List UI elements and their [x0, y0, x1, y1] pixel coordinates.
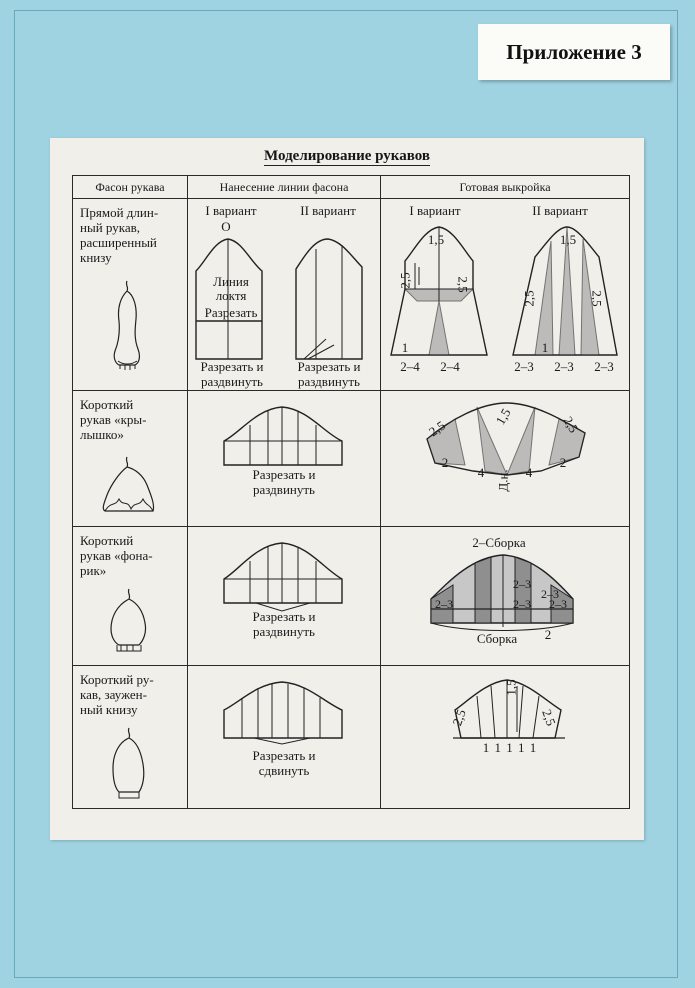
- elbow-line-label: Линия локтя: [213, 274, 249, 303]
- sleeve-sketch-wing: [99, 455, 159, 515]
- lantern-value: 2–3: [541, 587, 559, 601]
- p2-top-value: 1,5: [559, 232, 577, 247]
- narrow-action-label: Разрезать и сдвинуть: [252, 748, 316, 778]
- variant2-label: II вариант: [300, 203, 356, 218]
- document-sheet: [50, 138, 644, 840]
- row3-pattern-cell: [381, 527, 630, 666]
- table-title: [50, 148, 644, 165]
- cut-label: Разрезать: [204, 305, 258, 320]
- title-text: Моделирование рукавов: [264, 148, 430, 164]
- table-row: [73, 391, 630, 527]
- lantern-two-value: 2: [544, 627, 552, 642]
- style-line: расширенный: [80, 235, 157, 250]
- p1-bottom-value: 2–4: [440, 359, 460, 374]
- lantern-pattern-outline: [220, 539, 350, 619]
- wing-bottom-value: 2: [559, 455, 567, 470]
- wing-pattern-outline: [220, 403, 350, 473]
- row4-pattern-cell: [381, 666, 630, 809]
- narrow-pattern-outline: [220, 678, 350, 758]
- style-line: рик»: [80, 563, 107, 578]
- style-line: кав, заужен-: [80, 687, 147, 702]
- lantern-value: 2–3: [435, 597, 453, 611]
- style-line: Прямой длин-: [80, 205, 159, 220]
- lantern-value: 2–3: [513, 577, 531, 591]
- lantern-value: 2–3: [549, 597, 567, 611]
- wing-right-value: 2,5: [560, 413, 582, 436]
- row3-line-cell: [188, 527, 381, 666]
- style-line: рукав «кры-: [80, 412, 147, 427]
- sleeve-sketch-lantern: [103, 587, 153, 657]
- p1-bottom-value: 2–4: [400, 359, 420, 374]
- gather-bottom-label: Сборка: [476, 631, 518, 646]
- p2-bottom-value: 2–3: [554, 359, 574, 374]
- wing-top-value: 1,5: [492, 405, 514, 428]
- wing-dn-value: Д.н.: [495, 469, 511, 492]
- sleeve-sketch-narrow: [103, 724, 153, 804]
- pattern-variant2-label: II вариант: [532, 203, 588, 218]
- gather-top-label: 2–Сборка: [472, 535, 526, 550]
- narrow-bottom-values: 1 1 1 1 1: [482, 740, 538, 755]
- row1-line-cell: [188, 199, 381, 391]
- table-row: [73, 666, 630, 809]
- wing-bottom-value: 2: [441, 455, 449, 470]
- row4-line-cell: [188, 666, 381, 809]
- sleeve-sketch-long: [107, 277, 147, 377]
- style-line: рукав «фона-: [80, 548, 153, 563]
- row3-style-cell: [73, 527, 188, 666]
- row2-line-cell: [188, 391, 381, 527]
- p2-right-value: 2,5: [589, 290, 605, 307]
- table-row: [73, 199, 630, 391]
- action2-label: Разрезать и раздвинуть: [297, 359, 361, 389]
- wing-left-value: 2,5: [426, 417, 448, 440]
- header-row: [73, 176, 630, 199]
- style-line: Короткий: [80, 533, 134, 548]
- style-line: книзу: [80, 250, 112, 265]
- wing-bottom-value: 4: [525, 465, 533, 480]
- style-line: лышко»: [80, 427, 124, 442]
- row2-style-cell: [73, 391, 188, 527]
- p1-right-value: 2,5: [455, 276, 471, 293]
- header-line: Нанесение линии фасона: [188, 176, 381, 199]
- style-line: Короткий ру-: [80, 672, 154, 687]
- row2-pattern-cell: [381, 391, 630, 527]
- narrow-left-value: 2,5: [449, 707, 469, 728]
- p2-one-value: 1: [541, 340, 549, 355]
- header-pattern: Готовая выкройка: [381, 176, 630, 199]
- lantern-action-label: Разрезать и раздвинуть: [252, 609, 316, 639]
- lantern-value: 2–3: [513, 597, 531, 611]
- table-row: [73, 527, 630, 666]
- variant1-label: I вариант: [205, 203, 257, 218]
- header-style: Фасон рукава: [73, 176, 188, 199]
- p2-bottom-value: 2–3: [594, 359, 614, 374]
- point-o-label: О: [221, 219, 231, 234]
- style-line: ный книзу: [80, 702, 138, 717]
- style-line: ный рукав,: [80, 220, 141, 235]
- wing-action-label: Разрезать и раздвинуть: [252, 467, 316, 497]
- wing-bottom-value: 4: [477, 465, 485, 480]
- style-line: Короткий: [80, 397, 134, 412]
- appendix-label: Приложение 3: [478, 24, 670, 80]
- narrow-right-value: 2,5: [539, 707, 559, 728]
- p2-left-value: 2,5: [521, 290, 537, 307]
- row4-style-cell: [73, 666, 188, 809]
- sleeve-table: [72, 175, 630, 809]
- narrow-top-value: 1,5: [503, 679, 519, 696]
- row1-pattern-cell: [381, 199, 630, 391]
- p1-left-value: 2,5: [397, 272, 413, 289]
- p1-top-value: 1,5: [427, 232, 445, 247]
- action1-label: Разрезать и раздвинуть: [200, 359, 264, 389]
- p2-bottom-value: 2–3: [514, 359, 534, 374]
- p1-one-value: 1: [401, 340, 409, 355]
- pattern-variant1-label: I вариант: [409, 203, 461, 218]
- row1-style-cell: [73, 199, 188, 391]
- sleeve-pattern-variant2: [290, 235, 370, 365]
